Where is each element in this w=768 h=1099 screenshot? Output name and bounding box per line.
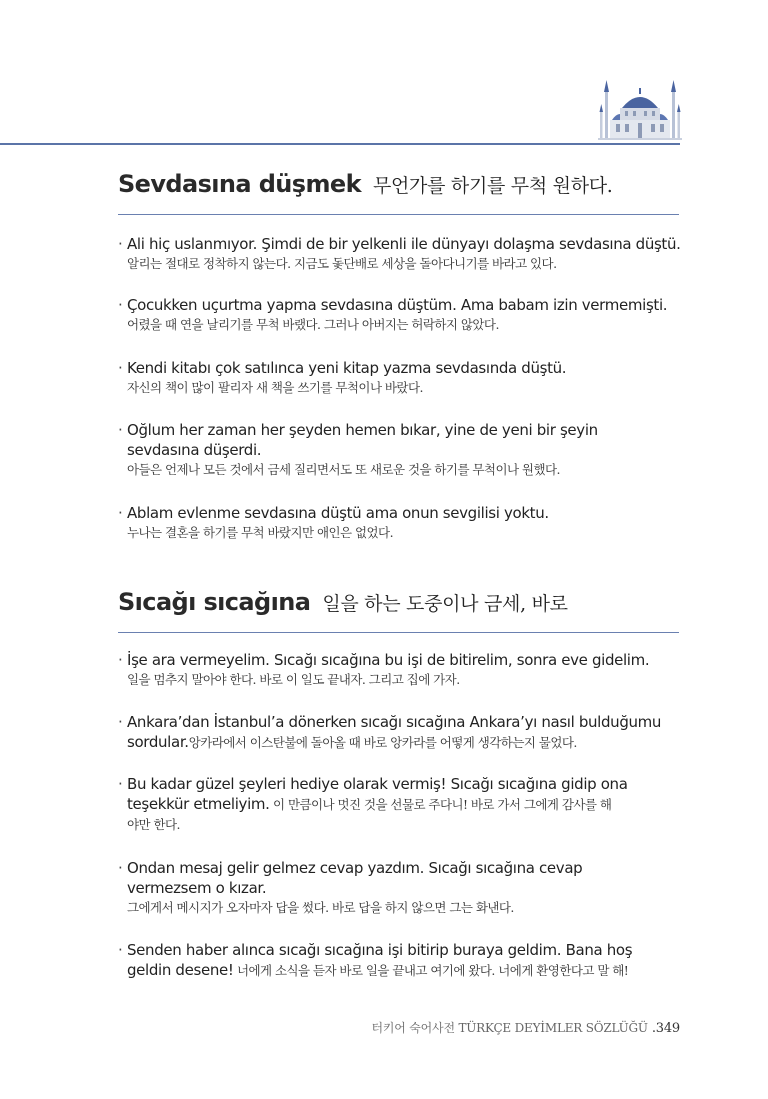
header-rule — [0, 143, 680, 145]
turkish-sentence: · İşe ara vermeyelim. Sıcağı sıcağına bu işi de bitirelim, sonra eve gidelim. — [118, 650, 688, 670]
korean-translation: 그에게서 메시지가 오자마자 답을 썼다. 바로 답을 하지 않으면 그는 화낸다. — [127, 900, 514, 915]
example-entry — [118, 295, 688, 334]
example-entry — [118, 940, 688, 981]
section-divider — [118, 632, 679, 633]
turkish-sentence — [118, 712, 688, 753]
turkish-sentence: · Ablam evlenme sevdasına düştü ama onun sevgilisi yoktu. — [118, 503, 688, 523]
section-divider — [118, 214, 679, 215]
korean-translation: 야만 한다. — [127, 817, 180, 832]
korean-translation: 아들은 언제나 모든 것에서 금세 질리면서도 또 새로운 것을 하기를 무척이나 원했다. — [127, 462, 560, 477]
book-title: 터키어 숙어사전 TÜRKÇE DEYİMLER SÖZLÜĞÜ — [371, 1021, 648, 1035]
idiom-meaning: 일을 하는 도중이나 금세, 바로 — [322, 593, 568, 615]
turkish-sentence: · Oğlum her zaman her şeyden hemen bıkar, yine de yeni bir şeyin sevdasına düşerdi. — [118, 420, 688, 460]
idiom-meaning: 무언가를 하기를 무척 원하다. — [372, 175, 613, 197]
turkish-sentence — [118, 940, 688, 981]
turkish-sentence: · Ondan mesaj gelir gelmez cevap yazdım. Sıcağı sıcağına cevap vermezsem o kızar. — [118, 858, 688, 898]
example-entry — [118, 858, 688, 917]
turkish-sentence: · Ali hiç uslanmıyor. Şimdi de bir yelkenli ile dünyayı dolaşma sevdasına düştü. — [118, 234, 688, 254]
korean-translation: 누나는 결혼을 하기를 무척 바랐지만 애인은 없었다. — [127, 525, 393, 540]
example-entry — [118, 420, 688, 479]
turkish-sentence: · Kendi kitabı çok satılınca yeni kitap yazma sevdasında düştü. — [118, 358, 688, 378]
idiom-title: Sıcağı sıcağına — [118, 588, 311, 616]
turkish-sentence — [118, 774, 688, 815]
example-entry — [118, 234, 688, 273]
example-entry — [118, 650, 688, 689]
section-title-sevdasina-dusmek — [118, 170, 613, 198]
turkish-sentence: · Çocukken uçurtma yapma sevdasına düştüm. Ama babam izin vermemişti. — [118, 295, 688, 315]
mosque-icon — [598, 78, 682, 144]
korean-translation-inline: 너에게 소식을 듣자 바로 일을 끝내고 여기에 왔다. 너에게 환영한다고 말 해! — [233, 963, 629, 978]
example-entry — [118, 712, 688, 753]
example-entry — [118, 503, 688, 542]
example-entry — [118, 358, 688, 397]
turkish-text: Ankara’dan İstanbul’a dönerken sıcağı sıcağına Ankara’yı nasıl bulduğumu sordular. — [127, 713, 662, 751]
page-number: .349 — [651, 1021, 680, 1036]
korean-translation-inline: 앙카라에서 이스탄불에 돌아올 때 바로 앙카라를 어떻게 생각하는지 물었다. — [188, 735, 577, 750]
page-footer — [371, 1019, 680, 1036]
korean-translation-inline: 이 만큼이나 멋진 것을 선물로 주다니! 바로 가서 그에게 감사를 해 — [269, 797, 612, 812]
idiom-title: Sevdasına düşmek — [118, 170, 361, 198]
korean-translation: 일을 멈추지 말아야 한다. 바로 이 일도 끝내자. 그리고 집에 가자. — [127, 672, 460, 687]
section-title-sicagi-sicagina — [118, 588, 568, 616]
turkish-text: Bu kadar güzel şeyleri hediye olarak vermiş! Sıcağı sıcağına gidip ona teşekkür etmeliyim. — [127, 775, 628, 813]
korean-translation: 자신의 책이 많이 팔리자 새 책을 쓰기를 무척이나 바랐다. — [127, 380, 423, 395]
turkish-text: Senden haber alınca sıcağı sıcağına işi bitirip buraya geldim. Bana hoş geldin desene! — [127, 941, 633, 979]
example-entry — [118, 774, 688, 834]
korean-translation: 알리는 절대로 정착하지 않는다. 지금도 돛단배로 세상을 돌아다니기를 바라고 있다. — [127, 256, 557, 271]
korean-translation: 어렸을 때 연을 날리기를 무척 바랬다. 그러나 아버지는 허락하지 않았다. — [127, 317, 499, 332]
